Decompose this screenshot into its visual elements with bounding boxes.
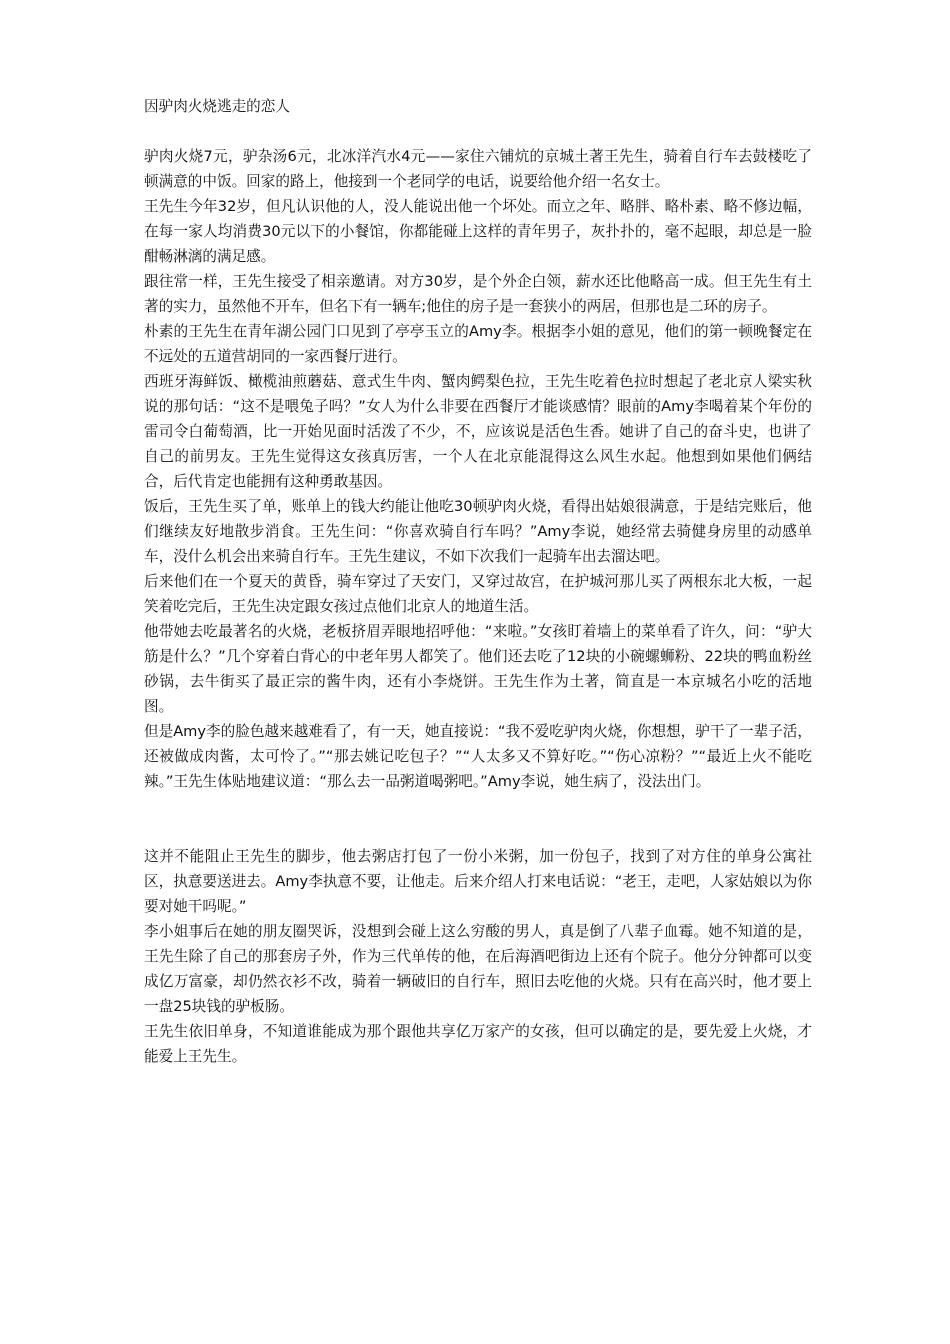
paragraph: 这并不能阻止王先生的脚步，他去粥店打包了一份小米粥，加一份包子，找到了对方住的单身公寓社区，执意要送进去。Amy李执意不要，让他走。后来介绍人打来电话说：“老王，走吧，人家姑娘以为你要对她干吗呢。” — [144, 848, 812, 915]
paragraph: 跟往常一样，王先生接受了相亲邀请。对方30岁，是个外企白领，薪水还比他略高一成。但王先生有土著的实力，虽然他不开车，但名下有一辆车;他住的房子是一套狭小的两居，但那也是二环的房子。 — [144, 273, 812, 315]
paragraph: 西班牙海鲜饭、橄榄油煎蘑菇、意式生牛肉、蟹肉鳄梨色拉，王先生吃着色拉时想起了老北京人梁实秋说的那句话：“这不是喂兔子吗？”女人为什么非要在西餐厅才能谈感情？眼前的Amy李喝着某个年份的雷司令白葡萄酒，比一开始见面时活泼了不少，不，应该说是活色生香。她讲了自己的奋斗史，也讲了自己的前男友。王先生觉得这女孩真厉害，一个人在北京能混得这么风生水起。他想到如果他们俩结合，后代肯定也能拥有这种勇敢基因。 — [144, 373, 812, 490]
paragraph: 后来他们在一个夏天的黄昏，骑车穿过了天安门，又穿过故宫，在护城河那儿买了两根东北大板，一起笑着吃完后，王先生决定跟女孩过点他们北京人的地道生活。 — [144, 573, 812, 615]
paragraph: 朴素的王先生在青年湖公园门口见到了亭亭玉立的Amy李。根据李小姐的意见，他们的第一顿晚餐定在不远处的五道营胡同的一家西餐厅进行。 — [144, 323, 812, 365]
paragraph: 王先生依旧单身，不知道谁能成为那个跟他共享亿万家产的女孩，但可以确定的是，要先爱上火烧，才能爱上王先生。 — [144, 1023, 812, 1065]
paragraph: 饭后，王先生买了单，账单上的钱大约能让他吃30顿驴肉火烧，看得出姑娘很满意，于是结完账后，他们继续友好地散步消食。王先生问：“你喜欢骑自行车吗？”Amy李说，她经常去骑健身房里的动感单车，没什么机会出来骑自行车。王先生建议，不如下次我们一起骑车出去溜达吧。 — [144, 498, 812, 565]
paragraph: 李小姐事后在她的朋友圈哭诉，没想到会碰上这么穷酸的男人，真是倒了八辈子血霉。她不知道的是，王先生除了自己的那套房子外，作为三代单传的他，在后海酒吧街边上还有个院子。他分分钟都可以变成亿万富豪，却仍然衣衫不改，骑着一辆破旧的自行车，照旧去吃他的火烧。只有在高兴时，他才要上一盘25块钱的驴板肠。 — [144, 923, 812, 1015]
section-spacer — [144, 794, 812, 844]
article-title: 因驴肉火烧逃走的恋人 — [144, 98, 290, 115]
paragraph: 驴肉火烧7元，驴杂汤6元，北冰洋汽水4元——家住六铺炕的京城土著王先生，骑着自行车去鼓楼吃了顿满意的中饭。回家的路上，他接到一个老同学的电话，说要给他介绍一名女士。 — [144, 148, 812, 190]
document-page — [144, 94, 812, 1069]
paragraph: 但是Amy李的脸色越来越难看了，有一天，她直接说：“我不爱吃驴肉火烧，你想想，驴干了一辈子活，还被做成肉酱，太可怜了。”“那去姚记吃包子？”“人太多又不算好吃。”“伤心凉粉？”“最近上火不能吃辣。”王先生体贴地建议道：“那么去一品粥道喝粥吧。”Amy李说，她生病了，没法出门。 — [144, 723, 812, 790]
paragraph: 王先生今年32岁，但凡认识他的人，没人能说出他一个坏处。而立之年、略胖、略朴素、略不修边幅，在每一家人均消费30元以下的小餐馆，你都能碰上这样的青年男子，灰扑扑的，毫不起眼，却总是一脸酣畅淋漓的满足感。 — [144, 198, 812, 265]
paragraph: 他带她去吃最著名的火烧，老板挤眉弄眼地招呼他：“来啦。”女孩盯着墙上的菜单看了许久，问：“驴大筋是什么？”几个穿着白背心的中老年男人都笑了。他们还去吃了12块的小碗螺蛳粉、22块的鸭血粉丝砂锅，去牛街买了最正宗的酱牛肉，还有小李烧饼。王先生作为土著，简直是一本京城名小吃的活地图。 — [144, 623, 812, 715]
